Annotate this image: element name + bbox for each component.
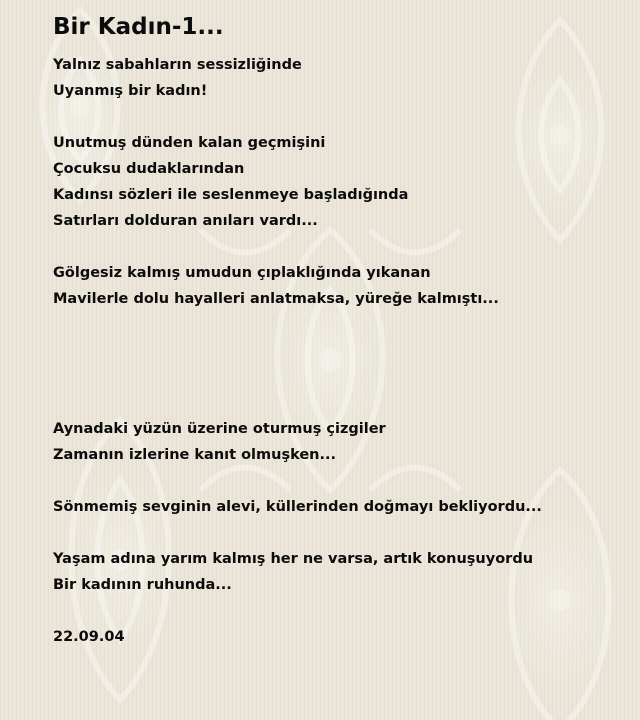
poem-line: Unutmuş dünden kalan geçmişini	[53, 135, 326, 151]
stanza-2	[53, 130, 613, 234]
poem-line: Çocuksu dudaklarından	[53, 161, 245, 177]
poem-line: Yaşam adına yarım kalmış her ne varsa, artık konuşuyordu	[53, 551, 534, 567]
stanza-1	[53, 52, 613, 104]
poem-line: Gölgesiz kalmış umudun çıplaklığında yıkanan	[53, 265, 431, 281]
stanza-break	[53, 234, 613, 260]
stanza-break	[53, 520, 613, 546]
stanza-break	[53, 312, 613, 416]
poem-line: Mavilerle dolu hayalleri anlatmaksa, yüreğe kalmıştı...	[53, 291, 499, 307]
stanza-break	[53, 468, 613, 494]
stanza-6	[53, 546, 613, 598]
poem-body	[53, 52, 613, 650]
poem-line: Satırları dolduran anıları vardı...	[53, 213, 318, 229]
poem-line: Kadınsı sözleri ile seslenmeye başladığında	[53, 187, 409, 203]
poem-line: Aynadaki yüzün üzerine oturmuş çizgiler	[53, 421, 386, 437]
stanza-break	[53, 104, 613, 130]
poem-line: Uyanmış bir kadın!	[53, 83, 208, 99]
stanza-5	[53, 494, 613, 520]
stanza-4	[53, 416, 613, 468]
poem-title: Bir Kadın-1...	[53, 14, 224, 40]
stanza-3	[53, 260, 613, 312]
poem-line: Zamanın izlerine kanıt olmuşken...	[53, 447, 337, 463]
poem-line: Yalnız sabahların sessizliğinde	[53, 57, 302, 73]
poem-date: 22.09.04	[53, 629, 125, 645]
poem-line: Sönmemiş sevginin alevi, küllerinden doğmayı bekliyordu...	[53, 499, 542, 515]
stanza-break	[53, 598, 613, 624]
poem-page	[53, 12, 613, 650]
poem-line: Bir kadının ruhunda...	[53, 577, 232, 593]
